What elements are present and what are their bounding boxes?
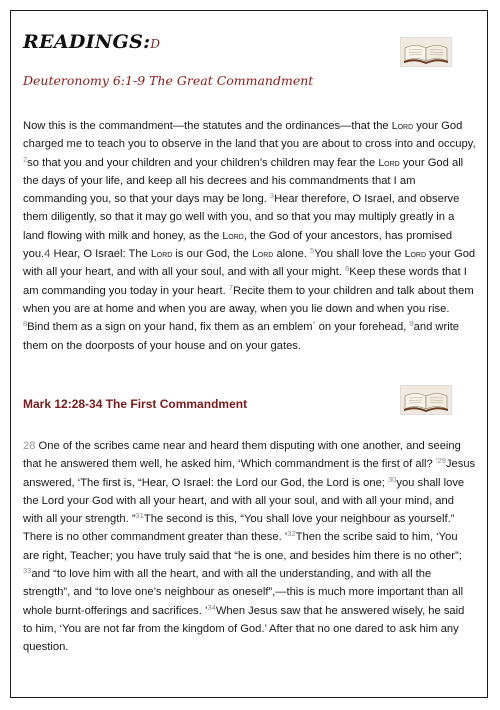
- footnote-marker: *: [312, 319, 316, 329]
- open-bible-icon: [400, 37, 452, 67]
- verse-number: 6: [345, 264, 350, 274]
- page-title-suffix: D: [150, 37, 161, 51]
- verse-number: 8: [23, 319, 28, 329]
- page-header: [23, 31, 160, 53]
- reading2-heading: Mark 12:28-34 The First Commandment: [23, 397, 248, 411]
- verse-number: 3: [269, 191, 275, 201]
- verse-number: 31: [135, 511, 144, 521]
- verse-number: 9: [409, 319, 414, 329]
- reading2-text: 28 One of the scribes came near and heard them disputing with one another, and seeing that he answered them well, he asked him, ‘Which commandment is the first of all? $^{’29}$Jesus answered, ‘The first is, “Hear, O Israel: the Lord our God, the Lord is one; $^{30}$you shall love the Lord your God with all your heart, and with all your soul, and with all your mind, and with all your strength. ”$^{31}$The second is this, “You shall love your neighbour as yourself.” There is no other commandment greater than these. ’$^{32}$Then the scribe said to him, ‘You are right, Teacher; you have truly said that “he is one, and besides him there is no other”; $^{33}$and “to love him with all the heart, and with all the understanding, and with all the strength”, and “to love one’s neighbour as oneself”,—this is much more important than all whole burnt-offerings and sacrifices. ’$^{34}$When Jesus saw that he answered wisely, he said to him, ‘You are not far from the kingdom of God.’ After that no one dared to ask him any question.: [23, 440, 476, 654]
- verse-number: ’29: [435, 456, 446, 466]
- verse-number: 7: [228, 282, 234, 292]
- reading1-text: Now this is the commandment—the statutes and the ordinances—that the Lord your God charged me to teach you to observe in the land that you are about to cross into and occupy, $^2$so that you and your children and your children’s children may fear the Lord your God all the days of your life, and keep all his decrees and his commandments that I am commanding you, so that your days may be long. $^3$Hear therefore, O Israel, and observe them diligently, so that it may go well with you, and so that you may multiply greatly in a land flowing with milk and honey, as the Lord, the God of your ancestors, has promised you.4 Hear, O Israel: The Lord is our God, the Lord alone. $^5$You shall love the Lord your God with all your heart, and with all your soul, and with all your might. $^6$Keep these words that I am commanding you today in your heart. $^7$Recite them to your children and talk about them when you are at home and when you are away, when you lie down and when you rise. $^8$Bind them as a sign on your hand, fix them as an emblem* on your forehead, $^9$and write them on the doorposts of your house and on your gates.: [23, 120, 476, 352]
- verse-number: 5: [310, 246, 315, 256]
- page-frame: [10, 10, 488, 698]
- verse-number: 28: [23, 440, 36, 452]
- open-bible-icon: [400, 385, 452, 415]
- verse-number: 32: [287, 529, 296, 539]
- page-title: READINGS:: [23, 31, 151, 53]
- reading1-heading: Deuteronomy 6:1-9 The Great Commandment: [23, 73, 314, 88]
- verse-number: 4: [44, 248, 51, 261]
- verse-number: 33: [23, 566, 32, 576]
- verse-number: 30: [388, 474, 397, 484]
- verse-number: 2: [23, 154, 28, 164]
- verse-number: 34: [207, 602, 216, 612]
